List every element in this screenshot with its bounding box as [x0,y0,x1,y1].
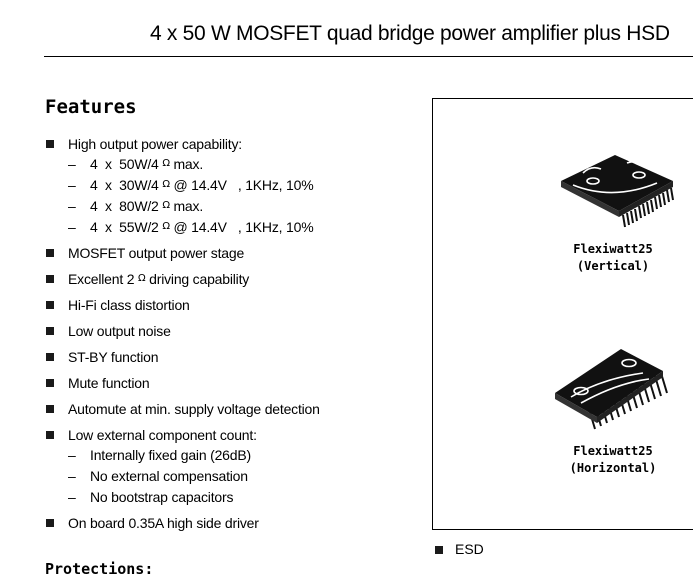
rating-value: 4 x 80W/2 [90,198,159,214]
package-orientation-vertical: (Vertical) [576,259,650,273]
feature-text: Low external component count: [68,427,257,443]
rating-condition: max. [173,156,204,172]
package-orientation-horizontal: (Horizontal) [569,461,657,475]
component-sub-list [68,446,320,506]
feature-text: Hi-Fi class distortion [68,297,190,313]
feature-item [44,322,320,340]
feature-item-output-power [44,135,320,236]
sub-item [68,467,320,485]
power-rating-item [68,197,320,215]
package-name-horizontal: Flexiwatt25 [573,444,653,458]
dash-bullet: – [68,489,76,505]
ohm-symbol: Ω [162,158,170,169]
ohm-symbol: Ω [162,200,170,211]
sub-item-text: No external compensation [90,468,248,484]
feature-text: MOSFET output power stage [68,245,245,261]
square-bullet-icon [46,301,54,309]
rating-value: 4 x 30W/4 [90,177,159,193]
title-rule [44,56,693,57]
feature-text: Mute function [68,375,150,391]
rating-condition: @ 14.4V , 1KHz, 10% [173,219,314,235]
square-bullet-icon [46,275,54,283]
square-bullet-icon [46,249,54,257]
dash-bullet: – [68,468,76,484]
page-title: 4 x 50 W MOSFET quad bridge power amplifier plus HSD [150,22,670,45]
square-bullet-icon [46,519,54,527]
feature-item [44,374,320,392]
features-heading: Features [45,96,137,118]
square-bullet-icon [46,431,54,439]
feature-text: High output power capability: [68,136,242,152]
feature-text: Low output noise [68,323,171,339]
feature-item [44,296,320,314]
package-figure-box [432,98,693,530]
feature-list [44,135,320,540]
ohm-symbol: Ω [162,221,170,232]
power-rating-list [68,155,320,236]
rating-value: 4 x 50W/4 [90,156,159,172]
power-rating-item [68,218,320,236]
square-bullet-icon [46,327,54,335]
feature-text: Excellent 2 [68,271,135,287]
square-bullet-icon [46,405,54,413]
ohm-symbol: Ω [138,273,146,284]
rating-value: 4 x 55W/2 [90,219,159,235]
feature-item [44,270,320,288]
ohm-symbol: Ω [162,179,170,190]
square-bullet-icon [435,546,443,554]
feature-text: Automute at min. supply voltage detection [68,401,320,417]
esd-bullet-item [435,541,484,557]
feature-item-component-count [44,426,320,506]
square-bullet-icon [46,379,54,387]
sub-item-text: No bootstrap capacitors [90,489,234,505]
power-rating-item [68,176,320,194]
flexiwatt-vertical-package-icon [553,151,683,229]
feature-text: driving capability [149,271,250,287]
sub-item-text: Internally fixed gain (26dB) [90,447,251,463]
feature-item [44,244,320,262]
feature-item [44,348,320,366]
dash-bullet: – [68,219,76,235]
dash-bullet: – [68,447,76,463]
sub-item [68,488,320,506]
sub-item [68,446,320,464]
dash-bullet: – [68,156,76,172]
rating-condition: @ 14.4V , 1KHz, 10% [173,177,314,193]
protections-heading: Protections: [45,560,154,578]
feature-text: On board 0.35A high side driver [68,515,259,531]
feature-item [44,514,320,532]
feature-text: ST-BY function [68,349,159,365]
esd-text: ESD [455,541,484,557]
flexiwatt-horizontal-package-icon [551,339,681,439]
dash-bullet: – [68,198,76,214]
package-name-vertical: Flexiwatt25 [573,242,653,256]
dash-bullet: – [68,177,76,193]
feature-item [44,400,320,418]
rating-condition: max. [173,198,204,214]
square-bullet-icon [46,353,54,361]
power-rating-item [68,155,320,173]
square-bullet-icon [46,140,54,148]
